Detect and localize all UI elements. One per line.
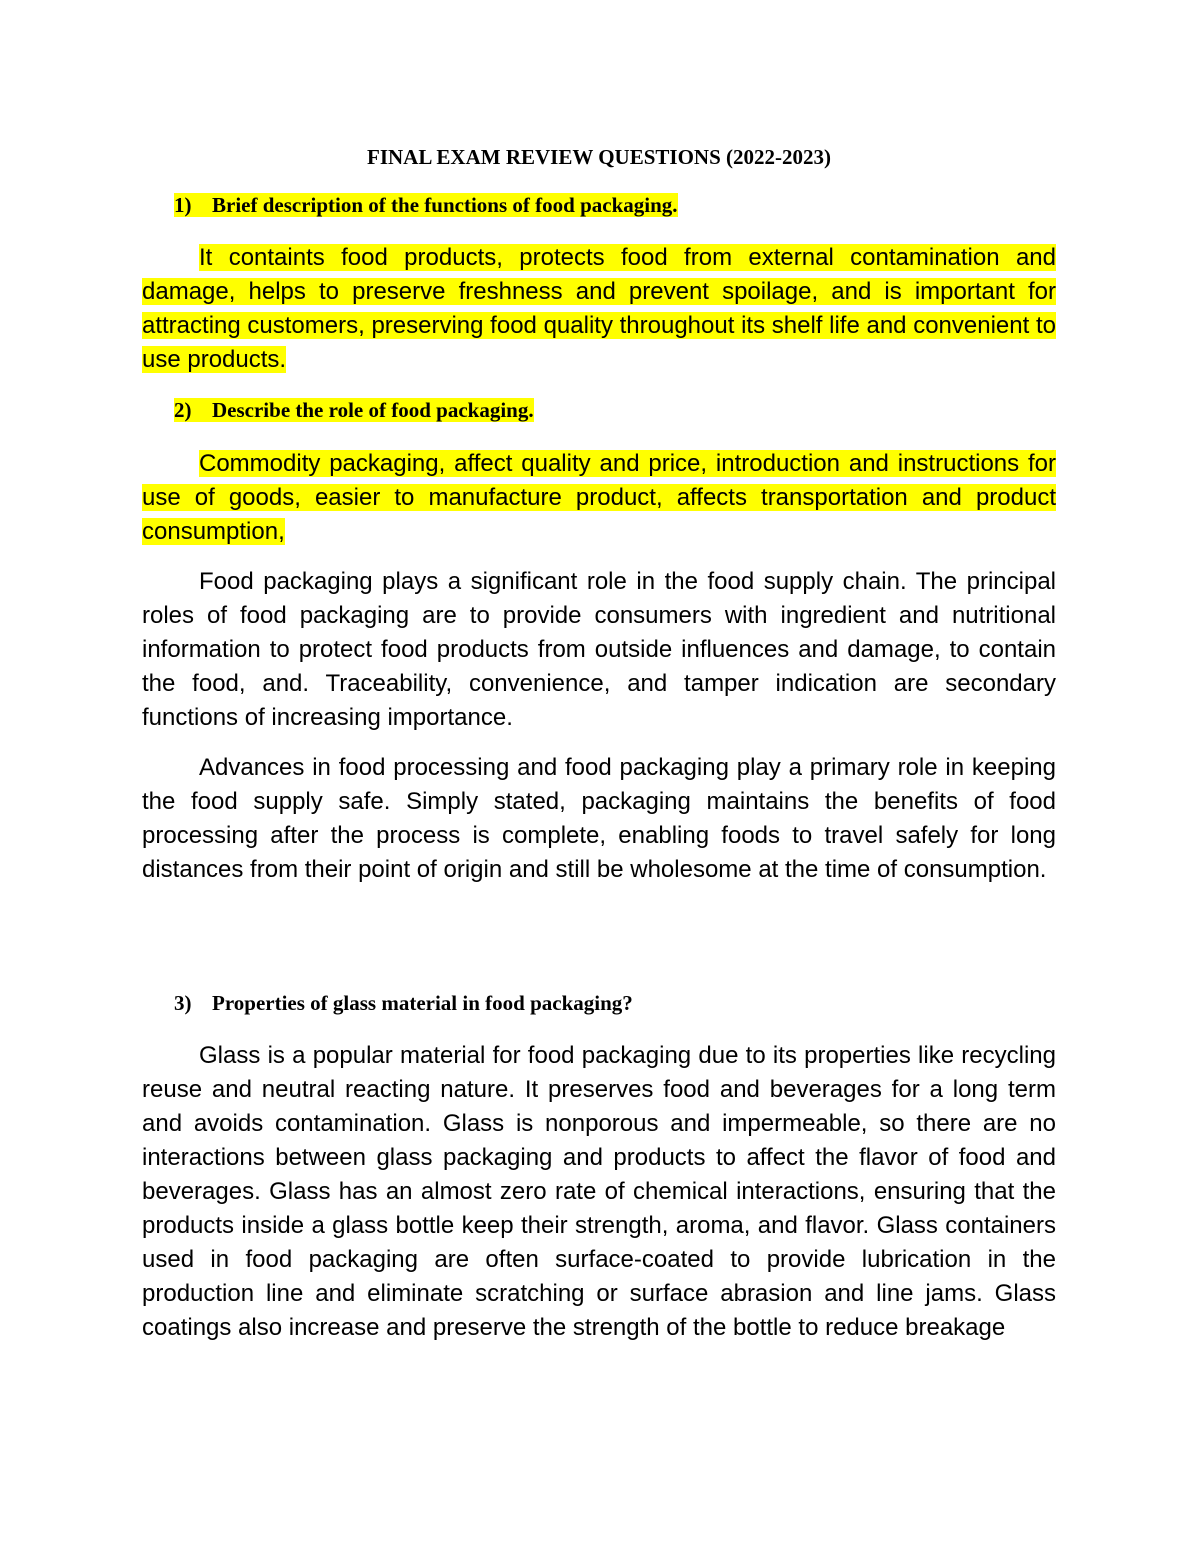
- question-1-highlight: [174, 193, 678, 217]
- answer-text: Commodity packaging, affect quality and price, introduction and instructions for use of goods, easier to manufacture product, affects transportation and product consumption,: [142, 450, 1056, 545]
- answer-2-paragraph-2: Advances in food processing and food packaging play a primary role in keeping the food supply safe. Simply stated, packaging maintains the benefits of food processing after the process is complete, enabling foods to travel safely for long distances from their point of origin and still be wholesome at the time of consumption.: [142, 754, 1056, 883]
- question-number: 2): [174, 398, 192, 422]
- question-text: Brief description of the functions of food packaging.: [212, 193, 678, 217]
- question-2: [174, 395, 534, 425]
- answer-text: It containts food products, protects food from external contamination and damage, helps to preserve freshness and prevent spoilage, and is important for attracting customers, preserving food quality throughout its shelf life and convenient to use products.: [142, 244, 1056, 373]
- question-text: Describe the role of food packaging.: [212, 398, 534, 422]
- question-1: [174, 190, 678, 220]
- answer-2-paragraph-1: Food packaging plays a significant role in the food supply chain. The principal roles of food packaging are to provide consumers with ingredient and nutritional information to protect food products from outside influences and damage, to contain the food, and. Traceability, convenience, and tamper indication are secondary functions of increasing importance.: [142, 568, 1056, 731]
- question-text: Properties of glass material in food packaging?: [212, 991, 633, 1015]
- answer-1-highlighted: [142, 241, 1056, 377]
- document-title: FINAL EXAM REVIEW QUESTIONS (2022-2023): [367, 145, 831, 169]
- question-number: 1): [174, 193, 192, 217]
- answer-3-paragraph: Glass is a popular material for food packaging due to its properties like recycling reuse and neutral reacting nature. It preserves food and beverages for a long term and avoids contamination. Glass is nonporous and impermeable, so there are no interactions between glass packaging and products to affect the flavor of food and beverages. Glass has an almost zero rate of chemical interactions, ensuring that the products inside a glass bottle keep their strength, aroma, and flavor. Glass containers used in food packaging are often surface-coated to provide lubrication in the production line and eliminate scratching or surface abrasion and line jams. Glass coatings also increase and preserve the strength of the bottle to reduce breakage: [142, 1042, 1056, 1341]
- question-2-highlight: [174, 398, 534, 422]
- question-number: 3): [174, 991, 192, 1015]
- question-3: [174, 988, 633, 1018]
- answer-2-highlighted: [142, 447, 1056, 549]
